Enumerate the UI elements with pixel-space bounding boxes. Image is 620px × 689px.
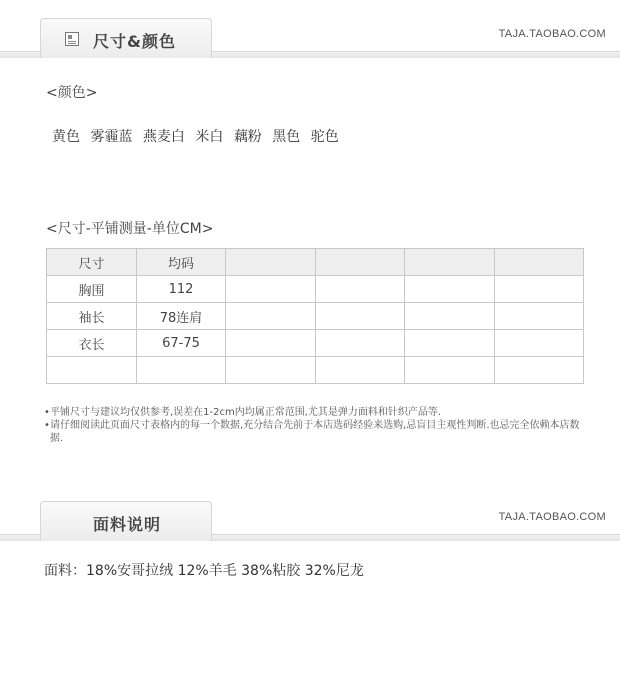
table-cell bbox=[316, 303, 405, 330]
color-item: 黄色 bbox=[52, 129, 80, 145]
table-cell bbox=[495, 330, 584, 357]
table-cell bbox=[226, 276, 316, 303]
table-cell bbox=[495, 276, 584, 303]
header-tab bbox=[40, 18, 212, 58]
table-cell bbox=[495, 357, 584, 384]
table-row bbox=[47, 357, 584, 384]
note-item: • 请仔细阅读此页面尺寸表格内的每一个数据,充分结合先前于本店选码经验来选购,忌盲目主观性判断.也忌完全依赖本店数据. bbox=[44, 419, 592, 445]
table-row bbox=[47, 330, 584, 357]
color-item: 驼色 bbox=[310, 129, 339, 145]
table-cell bbox=[226, 330, 316, 357]
table-header-cell: 尺寸 bbox=[47, 249, 137, 276]
table-cell: 78连肩 bbox=[137, 303, 226, 330]
section-header-fabric bbox=[0, 497, 620, 541]
table-header-cell: 均码 bbox=[137, 249, 226, 276]
section-header-size-color bbox=[0, 14, 620, 58]
table-cell bbox=[316, 276, 405, 303]
table-cell bbox=[47, 357, 137, 384]
color-label: <颜色> bbox=[46, 85, 98, 101]
table-cell: 67-75 bbox=[137, 330, 226, 357]
table-cell: 衣长 bbox=[47, 330, 137, 357]
section-title: 尺寸&颜色 bbox=[93, 32, 176, 51]
note-item: • 平铺尺寸与建议均仅供参考,误差在1-2cm内均属正常范围,尤其是弹力面料和针织产品等. bbox=[44, 406, 592, 419]
table-cell bbox=[405, 357, 495, 384]
table-cell: 胸围 bbox=[47, 276, 137, 303]
color-item: 黑色 bbox=[272, 129, 301, 145]
table-cell bbox=[405, 303, 495, 330]
table-cell bbox=[316, 357, 405, 384]
color-item: 藕粉 bbox=[233, 129, 262, 145]
document-icon bbox=[65, 32, 79, 46]
section-title: 面料说明 bbox=[93, 515, 162, 534]
table-cell bbox=[405, 276, 495, 303]
table-header-cell bbox=[495, 249, 584, 276]
table-cell bbox=[226, 357, 316, 384]
color-item: 雾霾蓝 bbox=[90, 129, 133, 145]
header-tab bbox=[40, 501, 212, 541]
table-header-cell bbox=[405, 249, 495, 276]
color-item: 米白 bbox=[195, 129, 224, 145]
table-cell bbox=[226, 303, 316, 330]
table-cell: 袖长 bbox=[47, 303, 137, 330]
table-cell: 112 bbox=[137, 276, 226, 303]
table-cell bbox=[137, 357, 226, 384]
fabric-composition: 面料：18%安哥拉绒 12%羊毛 38%粘胶 32%尼龙 bbox=[44, 563, 364, 579]
table-cell bbox=[316, 330, 405, 357]
table-row bbox=[47, 303, 584, 330]
table-cell bbox=[405, 330, 495, 357]
table-header-row bbox=[47, 249, 584, 276]
table-header-cell bbox=[316, 249, 405, 276]
site-link[interactable]: TAJA.TAOBAO.COM bbox=[498, 28, 606, 40]
site-link[interactable]: TAJA.TAOBAO.COM bbox=[498, 511, 606, 523]
notes bbox=[44, 406, 592, 445]
size-label: <尺寸-平铺测量-单位CM> bbox=[46, 221, 214, 237]
table-cell bbox=[495, 303, 584, 330]
color-list bbox=[52, 126, 345, 146]
size-table bbox=[46, 248, 584, 384]
table-header-cell bbox=[226, 249, 316, 276]
table-row bbox=[47, 276, 584, 303]
color-item: 燕麦白 bbox=[142, 129, 185, 145]
